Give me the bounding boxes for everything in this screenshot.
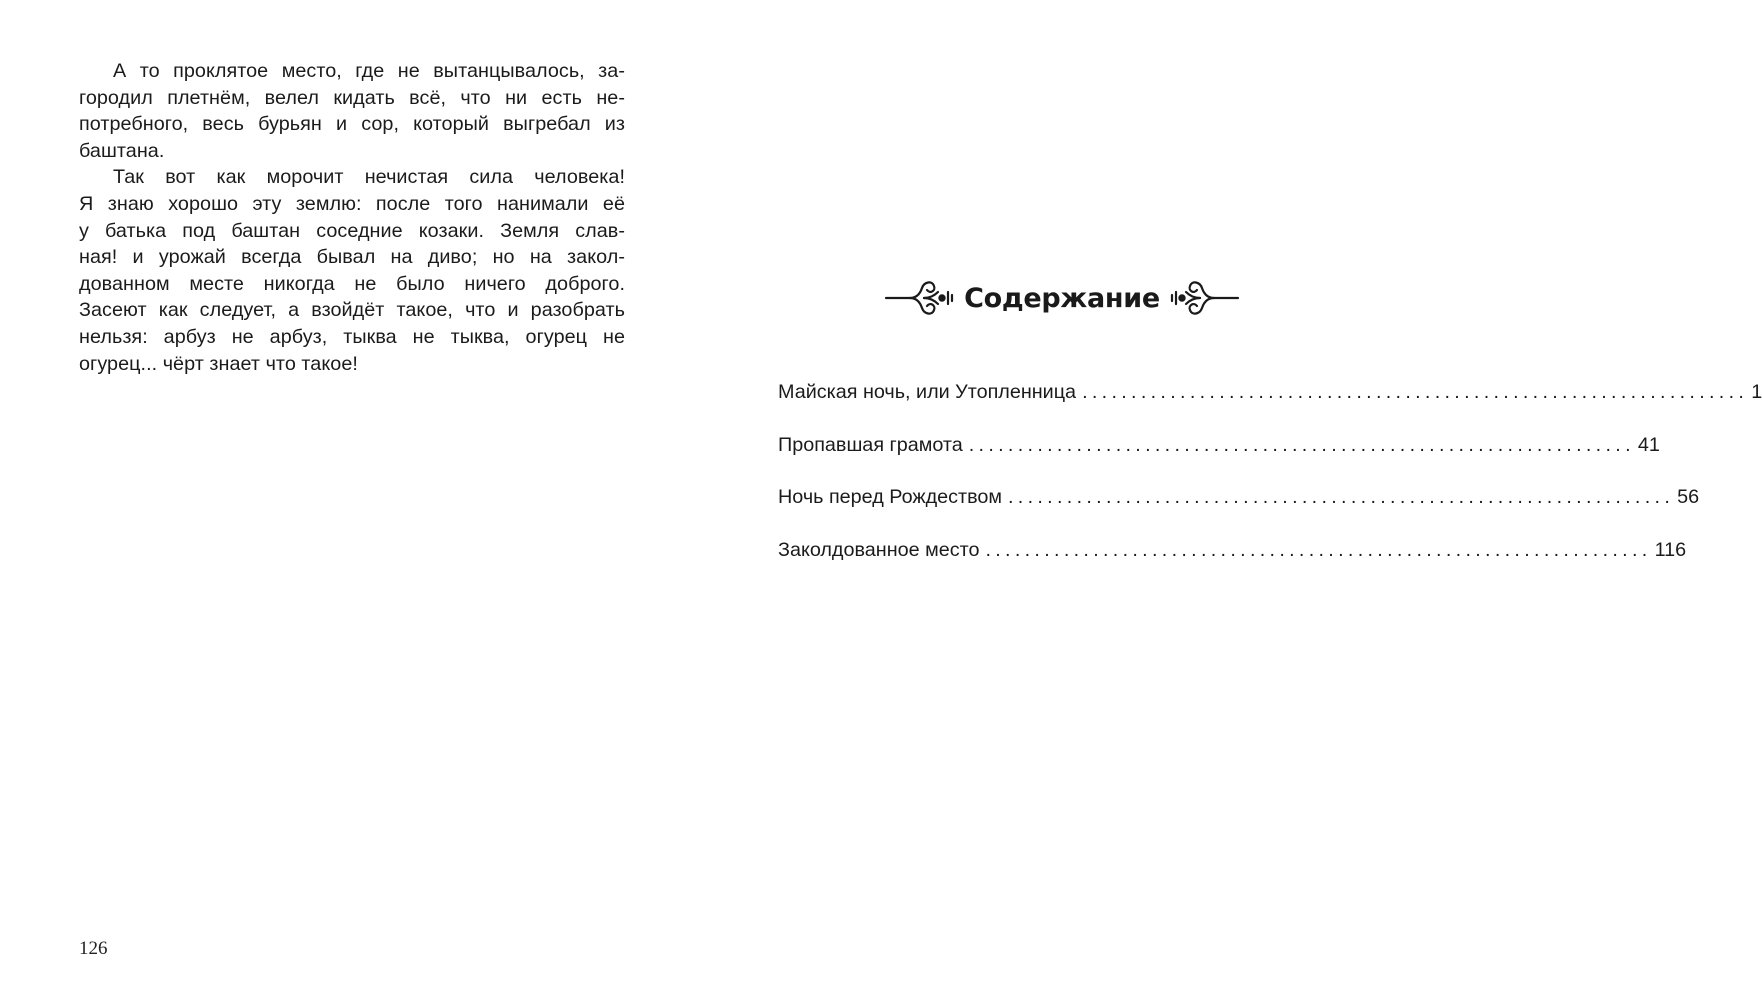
text-line: А то проклятое место, где не вытанцывалось, за- bbox=[113, 60, 625, 82]
toc-heading bbox=[892, 268, 1232, 328]
toc-leader-dots: .................................................................... bbox=[985, 538, 1652, 561]
text-line: городил плетнём, велел кидать всё, что ни есть не- bbox=[79, 86, 625, 109]
page-number: 126 bbox=[79, 938, 108, 959]
toc-entry-page: 41 bbox=[1637, 433, 1660, 456]
text-line: нельзя: арбуз не арбуз, тыква не тыква, огурец не bbox=[79, 325, 625, 348]
toc-entry[interactable] bbox=[778, 431, 1660, 484]
paragraph-1 bbox=[79, 58, 625, 164]
toc-entry[interactable] bbox=[778, 536, 1687, 589]
text-line: ная! и урожай всегда бывал на диво; но на закол- bbox=[79, 246, 625, 269]
text-line: Я знаю хорошо эту землю: после того нанимали её bbox=[79, 192, 625, 215]
text-line: потребного, весь бурьян и сор, который выгребал из bbox=[79, 113, 625, 136]
toc-entry-title: Пропавшая грамота bbox=[778, 433, 963, 456]
text-line: у батька под баштан соседние козаки. Земля слав- bbox=[79, 219, 625, 242]
flourish-right-icon bbox=[1166, 272, 1240, 324]
text-line: дованном месте никогда не было ничего доброго. bbox=[79, 272, 625, 295]
toc-entry[interactable] bbox=[778, 483, 1700, 536]
flourish-left-icon bbox=[884, 272, 958, 324]
toc-leader-dots: .................................................................... bbox=[968, 433, 1635, 456]
toc-title: Содержание bbox=[964, 282, 1160, 314]
toc-leader-dots: .................................................................... bbox=[1008, 486, 1675, 508]
left-page-text bbox=[79, 58, 625, 377]
text-line: Засеют как следует, а взойдёт такое, что и разобрать bbox=[79, 299, 625, 322]
toc-entry-title: Ночь перед Рождеством bbox=[778, 486, 1002, 508]
text-line: огурец... чёрт знает что такое! bbox=[79, 352, 358, 375]
toc-entry-title: Заколдованное место bbox=[778, 538, 980, 561]
toc-entry-page: 56 bbox=[1677, 486, 1700, 508]
toc-entry-title: Майская ночь, или Утопленница bbox=[778, 381, 1077, 403]
toc-entry-page: 1 bbox=[1751, 381, 1762, 403]
paragraph-2 bbox=[79, 164, 625, 377]
text-line: Так вот как морочит нечистая сила человека! bbox=[113, 166, 625, 189]
text-line: баштана. bbox=[79, 139, 165, 162]
toc-list bbox=[778, 378, 1762, 588]
toc-entry-page: 116 bbox=[1654, 538, 1687, 561]
toc-leader-dots: .................................................................... bbox=[1082, 381, 1749, 403]
toc-entry[interactable] bbox=[778, 378, 1762, 431]
